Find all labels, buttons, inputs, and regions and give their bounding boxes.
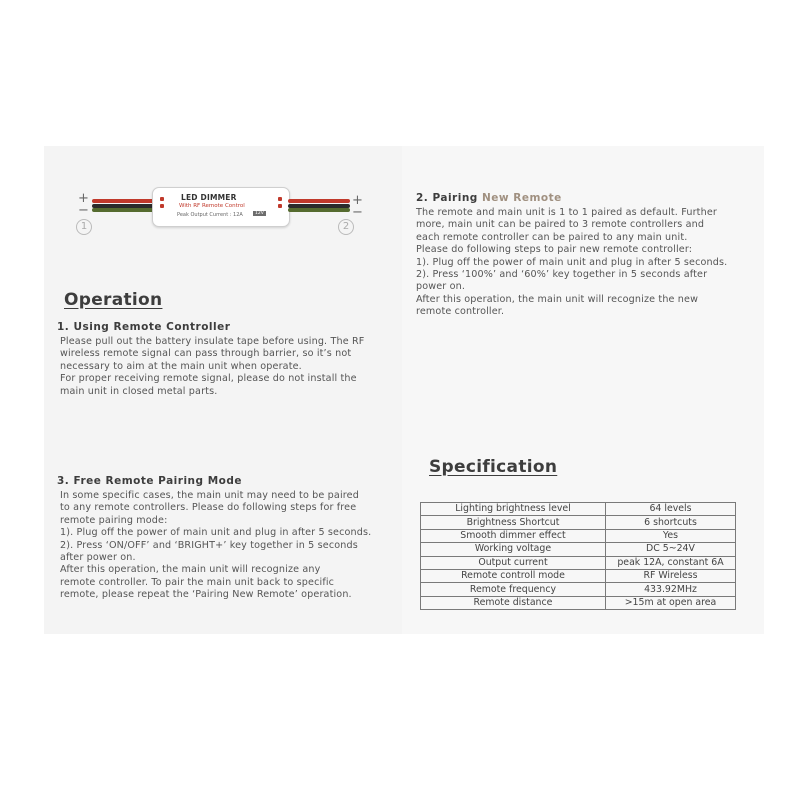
spec-key: Remote distance bbox=[421, 596, 606, 609]
table-row bbox=[421, 569, 736, 582]
spec-value: peak 12A, constant 6A bbox=[606, 556, 736, 569]
text-line: necessary to aim at the main unit when operate. bbox=[60, 360, 302, 372]
text-line: In some specific cases, the main unit may need to be paired bbox=[60, 490, 359, 501]
text-line: After this operation, the main unit will recognize the new bbox=[416, 293, 699, 305]
text-line: each remote controller can be paired to any main unit. bbox=[416, 231, 688, 243]
specification-heading: Specification bbox=[429, 457, 558, 477]
minus-sign-left: − bbox=[78, 203, 89, 218]
text-line: more, main unit can be paired to 3 remote controllers and bbox=[416, 219, 705, 231]
device-voltage-badge: 12V bbox=[255, 211, 264, 216]
wire-green-left bbox=[92, 208, 154, 212]
table-row bbox=[421, 503, 736, 516]
pairing-title-prefix: 2. Pairing bbox=[416, 192, 478, 204]
text-line: 1). Plug off the power of main unit and plug in after 5 seconds. bbox=[60, 527, 372, 539]
spec-value: >15m at open area bbox=[606, 596, 736, 609]
free-pairing-text bbox=[60, 490, 371, 602]
text-line: 1). Plug off the power of main unit and plug in after 5 seconds. bbox=[416, 256, 728, 268]
spec-value: 64 levels bbox=[606, 503, 736, 516]
input-number-circle: 1 bbox=[76, 219, 92, 235]
text-line: 2). Press ‘100%’ and ‘60%’ key together in 5 seconds after bbox=[416, 268, 708, 280]
led-dimmer-illustration bbox=[70, 185, 370, 237]
text-line: Please do following steps to pair new remote controller: bbox=[416, 244, 693, 256]
spec-value: DC 5~24V bbox=[606, 543, 736, 556]
specification-table bbox=[420, 502, 736, 610]
table-row bbox=[421, 529, 736, 542]
text-line: After this operation, the main unit will recognize any bbox=[60, 564, 321, 576]
spec-value: 433.92MHz bbox=[606, 583, 736, 596]
terminal-left-icon bbox=[159, 196, 165, 216]
wire-red-left bbox=[92, 199, 154, 203]
spec-key: Working voltage bbox=[421, 543, 606, 556]
table-row bbox=[421, 583, 736, 596]
spec-key: Smooth dimmer effect bbox=[421, 529, 606, 542]
spec-value: 6 shortcuts bbox=[606, 516, 736, 529]
dimmer-unit bbox=[152, 187, 290, 227]
free-pairing-title: 3. Free Remote Pairing Mode bbox=[57, 475, 243, 487]
spec-key: Brightness Shortcut bbox=[421, 516, 606, 529]
plus-sign-right: + bbox=[352, 193, 363, 208]
text-line: wireless remote signal can pass through barrier, so it’s not bbox=[60, 348, 352, 360]
operation-heading: Operation bbox=[64, 290, 163, 310]
pairing-title bbox=[416, 192, 562, 204]
text-line: remote controller. bbox=[416, 306, 505, 318]
spec-key: Remote frequency bbox=[421, 583, 606, 596]
pairing-text bbox=[416, 207, 727, 319]
text-line: power on. bbox=[416, 281, 466, 293]
device-subtitle: With RF Remote Control bbox=[179, 203, 245, 209]
spec-value: Yes bbox=[606, 529, 736, 542]
pairing-title-accent: New Remote bbox=[481, 192, 562, 204]
table-row bbox=[421, 516, 736, 529]
output-number-circle: 2 bbox=[338, 219, 354, 235]
spec-key: Lighting brightness level bbox=[421, 503, 606, 516]
table-row bbox=[421, 543, 736, 556]
spec-value: RF Wireless bbox=[606, 569, 736, 582]
spec-key: Output current bbox=[421, 556, 606, 569]
using-remote-text bbox=[60, 336, 364, 398]
text-line: Please pull out the battery insulate tape before using. The RF bbox=[60, 336, 365, 347]
text-line: The remote and main unit is 1 to 1 paired as default. Further bbox=[416, 207, 717, 218]
text-line: 2). Press ‘ON/OFF’ and ‘BRIGHT+’ key together in 5 seconds bbox=[60, 539, 358, 551]
table-row bbox=[421, 596, 736, 609]
text-line: remote, please repeat the ‘Pairing New Remote’ operation. bbox=[60, 589, 352, 601]
text-line: main unit in closed metal parts. bbox=[60, 385, 218, 397]
text-line: after power on. bbox=[60, 551, 136, 563]
device-spec: Peak Output Current : 12A bbox=[177, 212, 243, 218]
spec-key: Remote controll mode bbox=[421, 569, 606, 582]
text-line: remote controller. To pair the main unit back to specific bbox=[60, 576, 335, 588]
text-line: remote pairing mode: bbox=[60, 514, 168, 526]
plus-sign-left: + bbox=[78, 191, 89, 206]
wire-green-right bbox=[288, 208, 350, 212]
table-row bbox=[421, 556, 736, 569]
device-title: LED DIMMER bbox=[181, 193, 237, 202]
text-line: For proper receiving remote signal, please do not install the bbox=[60, 373, 357, 385]
terminal-right-icon bbox=[277, 196, 283, 216]
using-remote-title: 1. Using Remote Controller bbox=[57, 321, 231, 333]
minus-sign-right: − bbox=[352, 205, 363, 220]
text-line: to any remote controllers. Please do following steps for free bbox=[60, 502, 357, 514]
wire-red-right bbox=[288, 199, 350, 203]
